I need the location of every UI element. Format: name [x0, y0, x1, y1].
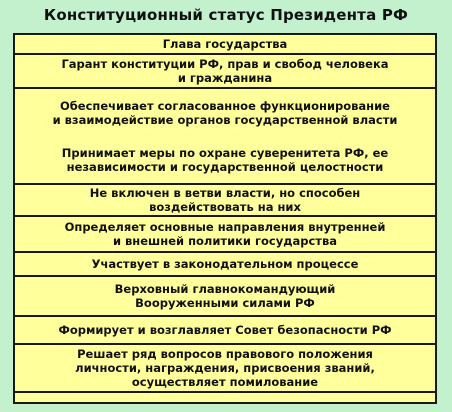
row-branches [15, 185, 435, 217]
row-line: воздействовать на них [149, 200, 301, 214]
row-legislation [15, 253, 435, 277]
row-impeachment [15, 393, 435, 402]
row-legal-status [15, 345, 435, 393]
row-commander [15, 277, 435, 317]
row-line: Вооруженными силами РФ [135, 296, 315, 310]
row-line: и взаимодействие органов государственной власти [52, 112, 398, 127]
row-line: Верховный главнокомандующий [114, 282, 336, 296]
row-line: Не включен в ветви власти, но способен [89, 186, 361, 200]
row-policy [15, 217, 435, 253]
row-line: Формирует и возглавляет Совет безопасности РФ [58, 323, 392, 337]
row-line: Определяет основные направления внутренней [64, 220, 386, 234]
row-line: и внешней политики государства [112, 234, 338, 248]
row-line: Принимает меры по охране суверенитета РФ, ее [61, 145, 389, 160]
row-line: осуществляет помилование [131, 375, 319, 389]
row-security-council [15, 317, 435, 345]
row-line: и гражданина [177, 71, 273, 85]
status-table [13, 33, 437, 404]
row-line: независимости и государственной целостности [66, 159, 384, 174]
row-head-of-state [15, 35, 435, 55]
row-line: личности, награждения, присвоения званий, [75, 361, 375, 375]
row-line: Решает ряд вопросов правового положения [77, 347, 373, 361]
row-line: Обеспечивает согласованное функционирование [59, 98, 390, 113]
row-coordination-sovereignty [15, 89, 435, 185]
row-line: Глава государства [162, 37, 288, 51]
row-line: Гарант конституции РФ, прав и свобод человека [61, 57, 389, 71]
row-paragraph-coordination [53, 99, 398, 127]
diagram-title: Конституционный статус Президента РФ [43, 6, 409, 24]
row-line: Участвует в законодательном процессе [91, 257, 359, 271]
row-guarantor [15, 55, 435, 89]
row-paragraph-sovereignty [62, 146, 388, 174]
